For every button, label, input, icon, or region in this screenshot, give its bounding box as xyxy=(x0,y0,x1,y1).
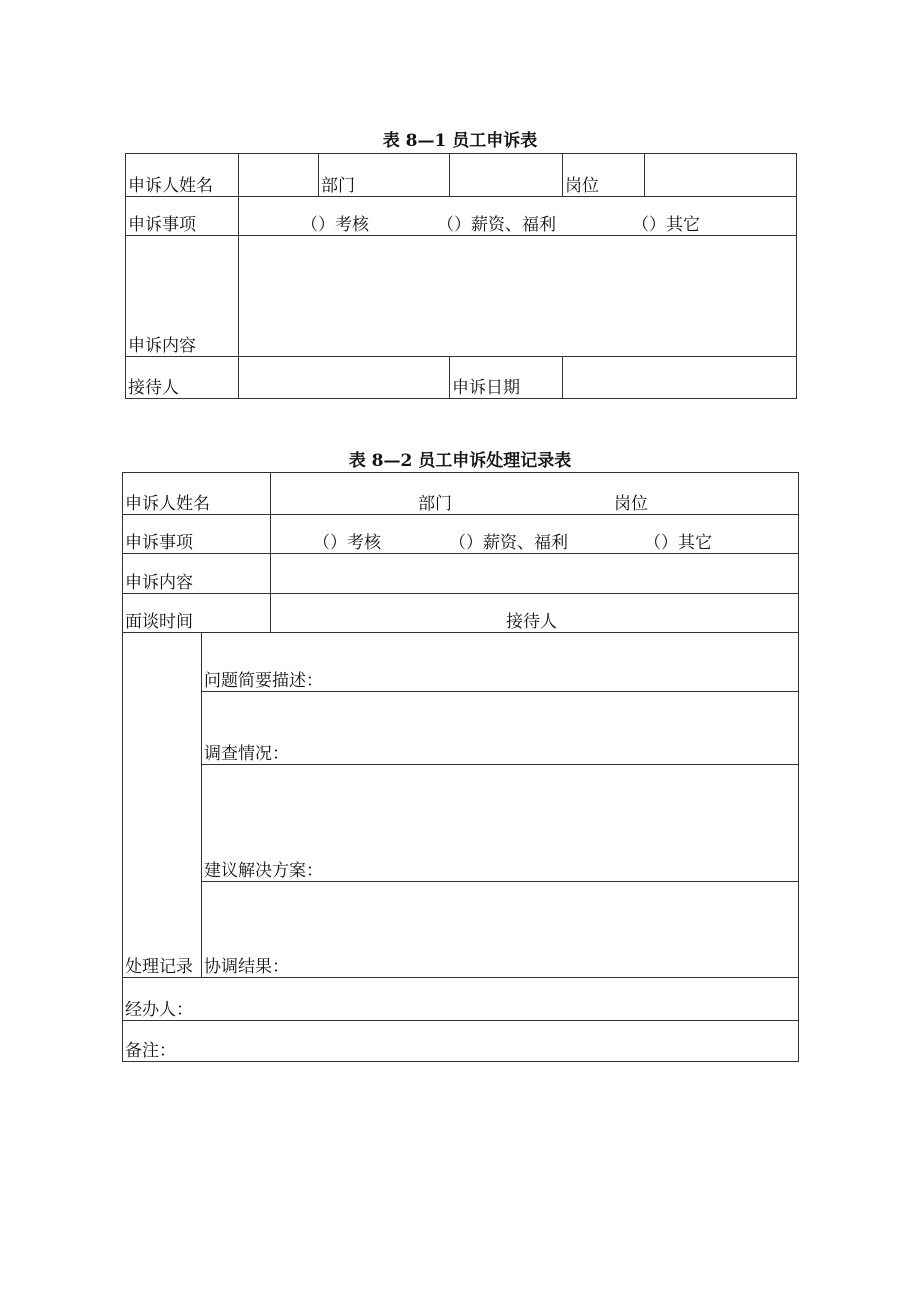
complainant-name-label: 申诉人姓名 xyxy=(123,473,271,515)
receiver-label: 接待人 xyxy=(506,612,557,632)
complaint-content-field[interactable] xyxy=(239,236,797,357)
option-other[interactable]: （）其它 xyxy=(632,215,700,235)
problem-description-field[interactable] xyxy=(202,633,799,692)
remarks-label: 备注： xyxy=(125,1041,176,1061)
complainant-name-field[interactable] xyxy=(239,154,319,197)
department-field[interactable] xyxy=(450,154,563,197)
option-salary-benefits[interactable]: （）薪资、福利 xyxy=(437,215,556,235)
complaint-date-label: 申诉日期 xyxy=(450,357,563,399)
position-label: 岗位 xyxy=(563,154,645,197)
interview-time-label: 面谈时间 xyxy=(123,594,271,633)
department-label: 部门 xyxy=(319,154,450,197)
proposed-solution-label: 建议解决方案： xyxy=(204,861,323,881)
receiver-field[interactable] xyxy=(239,357,450,399)
employee-complaint-form xyxy=(125,153,797,399)
investigation-field[interactable] xyxy=(202,692,799,765)
position-field[interactable] xyxy=(645,154,797,197)
complaint-matter-label: 申诉事项 xyxy=(123,515,271,554)
handler-field[interactable] xyxy=(123,978,799,1021)
table2-title: 表 8—2 员工申诉处理记录表 xyxy=(348,451,572,471)
complaint-content-label: 申诉内容 xyxy=(123,554,271,594)
handler-label: 经办人： xyxy=(125,1000,193,1020)
interview-time-field[interactable] xyxy=(271,594,799,633)
processing-record-label: 处理记录 xyxy=(123,633,202,978)
complaint-date-field[interactable] xyxy=(563,357,797,399)
coordination-result-label: 协调结果： xyxy=(204,957,289,977)
department-label: 部门 xyxy=(418,494,452,514)
investigation-label: 调查情况： xyxy=(204,744,289,764)
option-salary-benefits[interactable]: （）薪资、福利 xyxy=(449,533,568,553)
coordination-result-field[interactable] xyxy=(202,882,799,978)
complainant-name-label: 申诉人姓名 xyxy=(126,154,239,197)
remarks-field[interactable] xyxy=(123,1021,799,1062)
complaint-processing-record xyxy=(122,472,799,1062)
option-assessment[interactable]: （）考核 xyxy=(313,533,381,553)
complaint-content-field[interactable] xyxy=(271,554,799,594)
position-label: 岗位 xyxy=(614,494,648,514)
problem-description-label: 问题简要描述： xyxy=(204,671,323,691)
option-assessment[interactable]: （）考核 xyxy=(301,215,369,235)
complaint-matter-label: 申诉事项 xyxy=(126,197,239,236)
complaint-matter-options xyxy=(271,515,799,554)
option-other[interactable]: （）其它 xyxy=(644,533,712,553)
proposed-solution-field[interactable] xyxy=(202,765,799,882)
complaint-content-label: 申诉内容 xyxy=(126,236,239,357)
name-dept-position-field[interactable] xyxy=(271,473,799,515)
complaint-matter-options xyxy=(239,197,797,236)
receiver-label: 接待人 xyxy=(126,357,239,399)
table1-title: 表 8—1 员工申诉表 xyxy=(382,131,538,151)
